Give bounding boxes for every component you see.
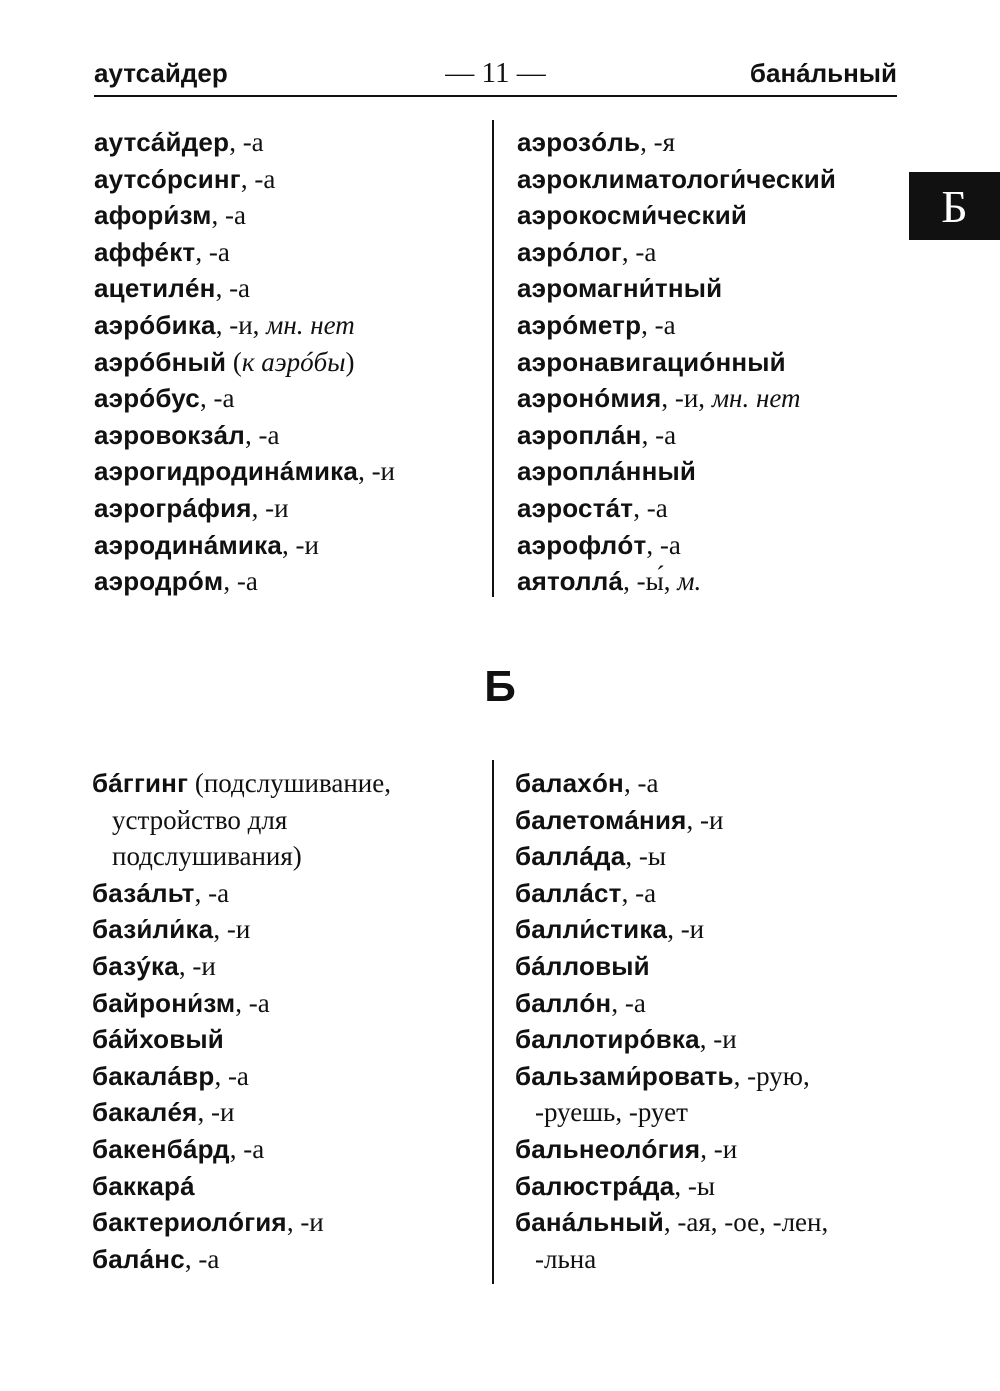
dictionary-entry xyxy=(515,1058,828,1095)
entry-grammar: , -и, xyxy=(215,309,267,340)
entry-headword: аэронóмия xyxy=(517,383,662,414)
dictionary-entry xyxy=(515,802,828,839)
dictionary-entry xyxy=(94,490,395,527)
entry-grammar: ) xyxy=(345,346,355,377)
entry-headword: афори́зм xyxy=(94,200,212,231)
dictionary-entry xyxy=(517,380,836,417)
column-top-left xyxy=(94,124,395,600)
dictionary-entry xyxy=(92,1204,391,1241)
entry-grammar: , -а xyxy=(646,529,681,560)
entry-grammar: , -а xyxy=(214,1060,249,1091)
entry-grammar: , -и xyxy=(699,1024,737,1055)
entry-headword: аэронавигациóнный xyxy=(517,346,786,377)
entry-grammar: , -а xyxy=(184,1243,220,1274)
dictionary-entry xyxy=(515,875,828,912)
entry-headword: балетомáния xyxy=(515,804,687,835)
entry-grammar: , -и xyxy=(197,1097,235,1128)
dictionary-entry xyxy=(515,1131,828,1168)
entry-grammar: , -и xyxy=(281,529,319,560)
entry-grammar: , -а xyxy=(223,566,258,597)
thumb-index-tab: Б xyxy=(909,172,1000,240)
dictionary-entry xyxy=(94,197,395,234)
dictionary-entry xyxy=(517,453,836,490)
dictionary-entry xyxy=(92,911,391,948)
dictionary-entry xyxy=(517,161,836,198)
entry-grammar: , -и xyxy=(213,914,251,945)
entry-grammar: , -а xyxy=(215,273,251,304)
entry-headword: аутсóрсинг xyxy=(94,163,241,194)
entry-headword: бакалáвр xyxy=(92,1060,215,1091)
dictionary-entry xyxy=(515,838,828,875)
entry-headword: бáйховый xyxy=(92,1024,224,1055)
header-last-word: банáльный xyxy=(749,58,897,88)
entry-headword: аэродрóм xyxy=(94,566,224,597)
dictionary-entry xyxy=(92,1168,391,1205)
entry-headword: аффéкт xyxy=(94,236,196,267)
dictionary-entry xyxy=(94,453,395,490)
entry-grammar: (подслушивание, xyxy=(188,768,391,798)
entry-grammar: , -а xyxy=(199,383,235,414)
entry-note: к аэрóбы xyxy=(241,346,346,377)
entry-headword: бáлловый xyxy=(515,950,650,981)
dictionary-entry xyxy=(94,380,395,417)
dictionary-entry xyxy=(94,124,395,161)
entry-grammar: , -ы́, xyxy=(623,566,678,597)
dictionary-entry xyxy=(94,344,395,381)
dictionary-entry xyxy=(517,490,836,527)
entry-grammar: , -ая, -ое, -лен, xyxy=(663,1207,829,1238)
entry-headword: базýка xyxy=(92,950,179,981)
entry-headword: баллóн xyxy=(515,987,612,1018)
entry-headword: бакенбáрд xyxy=(92,1133,230,1164)
entry-grammar: , -а xyxy=(229,127,264,157)
entry-headword: балахóн xyxy=(515,768,624,798)
entry-headword: бактериолóгия xyxy=(92,1207,287,1238)
column-divider-top xyxy=(492,120,494,597)
dictionary-entry xyxy=(517,307,836,344)
entry-headword: аэрóбус xyxy=(94,383,200,414)
entry-grammar: , -а xyxy=(194,877,230,908)
entry-note: мн. нет xyxy=(711,383,801,414)
entry-headword: балюстрáда xyxy=(515,1170,675,1201)
entry-grammar: , -а xyxy=(611,987,646,1018)
entry-grammar: , -а xyxy=(641,309,676,340)
dictionary-entry xyxy=(92,765,391,802)
dictionary-entry xyxy=(94,234,395,271)
entry-headword: аэроплáн xyxy=(517,419,642,450)
entry-grammar: , -и xyxy=(686,804,724,835)
entry-headword: бальзами́ровать xyxy=(515,1060,734,1091)
entry-headword: баллотирóвка xyxy=(515,1024,700,1055)
entry-headword: аэрóметр xyxy=(517,309,642,340)
dictionary-entry xyxy=(92,1241,391,1278)
entry-grammar: , -ы xyxy=(674,1170,716,1201)
entry-headword: баккарá xyxy=(92,1170,195,1201)
dictionary-entry xyxy=(92,948,391,985)
dictionary-entry xyxy=(515,1204,828,1241)
dictionary-entry xyxy=(517,124,836,161)
entry-grammar: , -а xyxy=(229,1133,265,1164)
entry-headword: аэродинáмика xyxy=(94,529,282,560)
entry-grammar: , -а xyxy=(633,492,668,523)
dictionary-entry xyxy=(517,270,836,307)
entry-headword: аэрóлог xyxy=(517,236,622,267)
entry-grammar: , -а xyxy=(235,987,270,1018)
entry-headword: балли́стика xyxy=(515,914,668,945)
dictionary-entry xyxy=(515,985,828,1022)
entry-grammar: , -и xyxy=(251,492,289,523)
entry-headword: баллáда xyxy=(515,841,626,872)
entry-headword: ацетилéн xyxy=(94,273,216,304)
entry-headword: баллáст xyxy=(515,877,622,908)
entry-grammar: , -я xyxy=(640,127,676,157)
entry-headword: аэрогрáфия xyxy=(94,492,252,523)
entry-note: мн. нет xyxy=(266,309,355,340)
column-top-right xyxy=(517,124,836,600)
column-bottom-right xyxy=(515,765,828,1277)
entry-headword: аэроклиматологи́ческий xyxy=(517,163,837,194)
entry-continuation: устройство для xyxy=(112,804,288,835)
entry-grammar: , -а xyxy=(245,419,280,450)
section-letter-heading: Б xyxy=(484,662,516,711)
dictionary-entry xyxy=(94,417,395,454)
column-divider-bottom xyxy=(492,760,494,1284)
entry-headword: аэрóбика xyxy=(94,309,216,340)
entry-headword: аятоллá xyxy=(517,566,624,597)
entry-grammar: ( xyxy=(226,346,242,377)
entry-headword: аэрóбный xyxy=(94,346,227,377)
dictionary-entry xyxy=(515,1021,828,1058)
dictionary-entry xyxy=(92,1021,391,1058)
entry-headword: байрони́зм xyxy=(92,987,236,1018)
entry-note: м. xyxy=(677,566,702,597)
dictionary-entry xyxy=(92,1094,391,1131)
entry-grammar: , -и xyxy=(700,1133,738,1164)
entry-headword: балáнс xyxy=(92,1243,185,1274)
entry-headword: бáггинг xyxy=(92,768,189,798)
entry-grammar: , -и xyxy=(667,914,705,945)
entry-headword: аэрогидродинáмика xyxy=(94,456,359,487)
entry-headword: аэроплáнный xyxy=(517,456,697,487)
entry-continuation: -льна xyxy=(535,1243,597,1274)
entry-headword: бакалéя xyxy=(92,1097,198,1128)
entry-grammar: , -и xyxy=(286,1207,324,1238)
entry-grammar: , -а xyxy=(195,236,230,267)
entry-continuation: -руешь, -рует xyxy=(535,1097,688,1128)
entry-grammar: , -а xyxy=(621,877,657,908)
page-number: — 11 — xyxy=(445,57,546,89)
entry-headword: аэростáт xyxy=(517,492,634,523)
entry-headword: аэромагни́тный xyxy=(517,273,723,304)
dictionary-entry xyxy=(92,875,391,912)
entry-grammar: , -и, xyxy=(661,383,712,414)
dictionary-entry xyxy=(517,563,836,600)
entry-grammar: , -а xyxy=(621,236,657,267)
entry-headword: аутсáйдер xyxy=(94,127,230,157)
dictionary-entry xyxy=(94,527,395,564)
dictionary-entry xyxy=(94,270,395,307)
entry-grammar: , -и xyxy=(358,456,396,487)
dictionary-entry xyxy=(94,563,395,600)
dictionary-entry xyxy=(517,527,836,564)
entry-grammar: , -а xyxy=(623,768,659,798)
dictionary-entry xyxy=(515,948,828,985)
dictionary-entry xyxy=(92,1058,391,1095)
dictionary-entry xyxy=(517,344,836,381)
running-header xyxy=(94,56,897,96)
dictionary-entry xyxy=(515,911,828,948)
entry-grammar: , -а xyxy=(641,419,677,450)
column-bottom-left xyxy=(92,765,391,1277)
entry-grammar: , -а xyxy=(240,163,276,194)
dictionary-entry xyxy=(517,234,836,271)
entry-grammar: , -ы xyxy=(625,841,667,872)
entry-grammar: , -а xyxy=(211,200,247,231)
entry-headword: банáльный xyxy=(515,1207,664,1238)
entry-grammar: , -и xyxy=(178,950,216,981)
dictionary-entry xyxy=(515,1168,828,1205)
entry-headword: бази́ли́ка xyxy=(92,914,214,945)
dictionary-entry xyxy=(517,197,836,234)
dictionary-entry xyxy=(92,1131,391,1168)
entry-headword: базáльт xyxy=(92,877,195,908)
dictionary-entry xyxy=(94,161,395,198)
entry-headword: бальнеолóгия xyxy=(515,1133,701,1164)
header-first-word: аутсайдер xyxy=(94,58,228,88)
entry-headword: аэрофлóт xyxy=(517,529,647,560)
entry-headword: аэровокзáл xyxy=(94,419,246,450)
header-rule xyxy=(94,95,897,97)
entry-continuation: подслушивания) xyxy=(112,841,302,872)
dictionary-entry xyxy=(515,765,828,802)
dictionary-entry xyxy=(92,985,391,1022)
entry-grammar: , -рую, xyxy=(733,1060,810,1091)
entry-headword: аэрозóль xyxy=(517,127,641,157)
dictionary-entry xyxy=(517,417,836,454)
entry-headword: аэрокосми́ческий xyxy=(517,200,748,231)
dictionary-entry xyxy=(94,307,395,344)
